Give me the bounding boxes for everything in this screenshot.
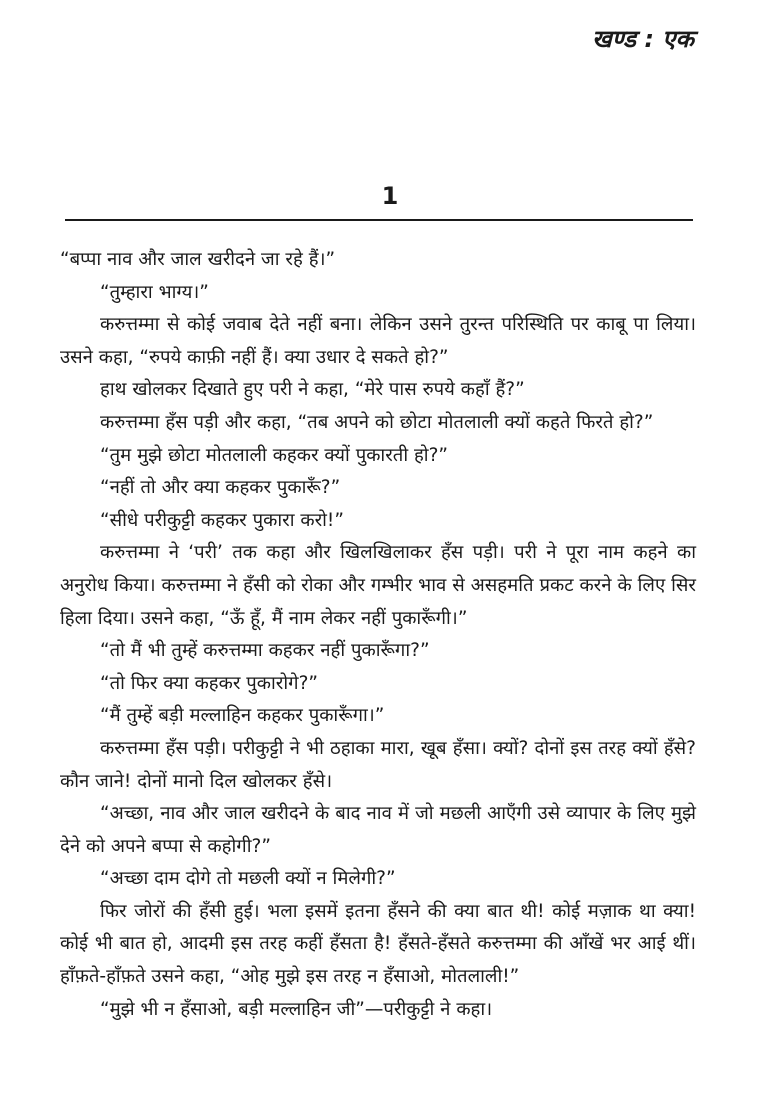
paragraph: “बप्पा नाव और जाल खरीदने जा रहे हैं।” bbox=[60, 249, 336, 270]
paragraph: “तुम्हारा भाग्य।” bbox=[100, 281, 209, 303]
paragraph: फिर जोरों की हँसी हुई। भला इसमें इतना हँसने की क्या बात थी! कोई मज़ाक था क्या! कोई भी बात हो, आदमी इस तरह कहीं हँसता है! हँसते-हँसते करुत्तम्मा की आँखें भर आई थीं। हाँफ़ते-हाँफ़ते उसने कहा, “ओह मुझे इस तरह न हँसाओ, मोतलाली!” bbox=[60, 900, 696, 988]
paragraph: करुत्तम्मा हँस पड़ी। परीकुट्टी ने भी ठहाका मारा, खूब हँसा। क्यों? दोनों इस तरह क्यों हँसे? कौन जाने! दोनों मानो दिल खोलकर हँसे। bbox=[60, 737, 696, 792]
paragraph: “तो फिर क्या कहकर पुकारोगे?” bbox=[100, 672, 318, 694]
paragraph: “नहीं तो और क्या कहकर पुकारूँ?” bbox=[100, 477, 341, 499]
paragraph: करुत्तम्मा हँस पड़ी और कहा, “तब अपने को छोटा मोतलाली क्यों कहते फिरते हो?” bbox=[100, 411, 654, 433]
paragraph: “अच्छा दाम दोगे तो मछली क्यों न मिलेगी?” bbox=[100, 868, 396, 890]
paragraph: “मैं तुम्हें बड़ी मल्लाहिन कहकर पुकारूँगा।” bbox=[100, 705, 385, 727]
paragraph: “अच्छा, नाव और जाल खरीदने के बाद नाव में जो मछली आएँगी उसे व्यापार के लिए मुझे देने को अपने बप्पा से कहोगी?” bbox=[60, 803, 696, 857]
paragraph: “तुम मुझे छोटा मोतलाली कहकर क्यों पुकारती हो?” bbox=[100, 444, 449, 466]
paragraph: “सीधे परीकुट्टी कहकर पुकारा करो!” bbox=[100, 509, 344, 531]
chapter-number: 1 bbox=[381, 182, 399, 210]
paragraph: “तो मैं भी तुम्हें करुत्तम्मा कहकर नहीं पुकारूँगा?” bbox=[100, 640, 430, 662]
paragraph: करुत्तम्मा ने ‘परी’ तक कहा और खिलखिलाकर हँस पड़ी। परी ने पूरा नाम कहने का अनुरोध किया। करुत्तम्मा ने हँसी को रोका और गम्भीर भाव से असहमति प्रकट करने के लिए सिर हिला दिया। उसने कहा, “ऊँ हूँ, मैं नाम लेकर नहीं पुकारूँगी।” bbox=[60, 542, 696, 629]
chapter-divider bbox=[65, 219, 693, 221]
paragraph: करुत्तम्मा से कोई जवाब देते नहीं बना। लेकिन उसने तुरन्त परिस्थिति पर काबू पा लिया। उसने कहा, “रुपये काफ़ी नहीं हैं। क्या उधार दे सकते हो?” bbox=[60, 314, 696, 368]
body-text bbox=[60, 244, 696, 1026]
paragraph: हाथ खोलकर दिखाते हुए परी ने कहा, “मेरे पास रुपये कहाँ हैं?” bbox=[100, 379, 525, 401]
paragraph: “मुझे भी न हँसाओ, बड़ी मल्लाहिन जी”—परीकुट्टी ने कहा। bbox=[100, 998, 493, 1020]
section-heading: खण्ड : एक bbox=[592, 25, 694, 53]
